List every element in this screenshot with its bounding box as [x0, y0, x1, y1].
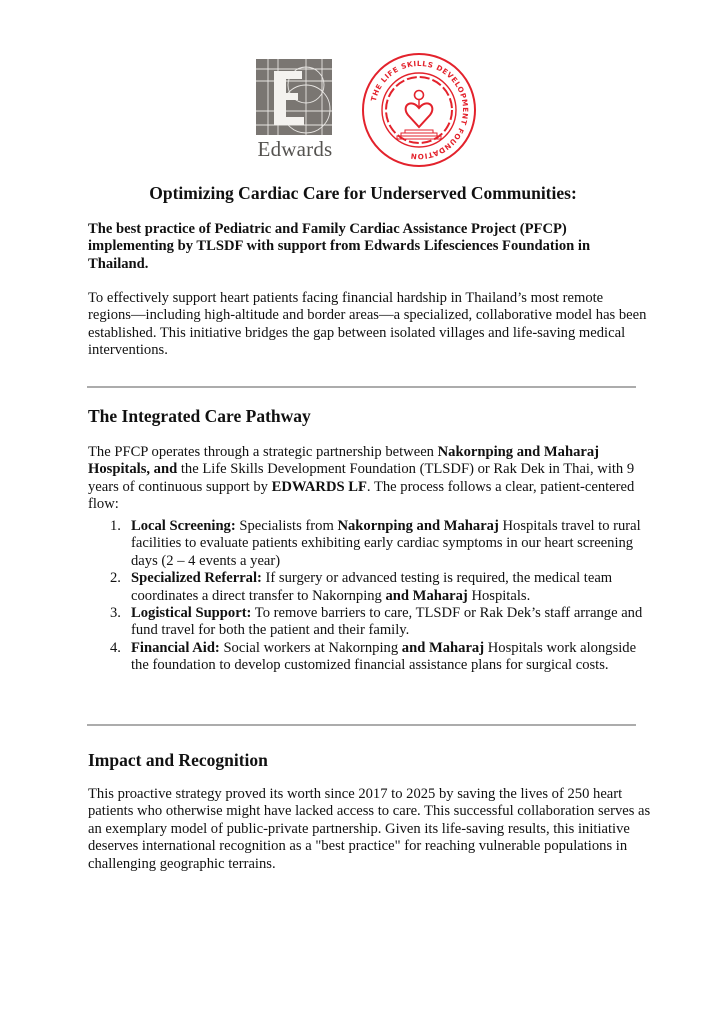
- edwards-e-mark-icon: [256, 59, 332, 135]
- section-divider: [87, 386, 636, 388]
- tlsdf-seal-icon: [361, 52, 477, 168]
- list-number: 1.: [110, 518, 121, 534]
- document-subtitle: The best practice of Pediatric and Family Cardiac Assistance Project (PFCP) implementing by TLSDF with support from Edwards Lifesciences Foundation in Thailand.: [88, 221, 591, 272]
- step-text: If surgery or advanced testing is required, the medical team coordinates a direct transfer to Nakornping: [131, 570, 613, 604]
- pathway-bold-edwards: EDWARDS LF: [271, 478, 367, 495]
- list-item: [88, 570, 648, 605]
- pathway-text: the Life Skills Development Foundation (TLSDF) or Rak Dek in Thai, with 9 years of continuous support by: [88, 461, 635, 495]
- logo-header: [0, 52, 724, 167]
- pathway-text: . The process follows a clear, patient-centered flow:: [88, 478, 635, 513]
- list-number: 2.: [110, 570, 121, 587]
- step-text: Hospitals.: [467, 587, 531, 604]
- edwards-wordmark: Edwards: [257, 137, 333, 161]
- edwards-logo: [256, 59, 334, 162]
- list-item: [88, 605, 648, 640]
- section-divider: [87, 724, 636, 726]
- step-label: Financial Aid:: [131, 639, 220, 656]
- list-number: 4.: [110, 639, 121, 656]
- step-text: Hospitals work alongside the foundation to develop customized financial assistance plans for surgical costs.: [131, 639, 637, 674]
- step-bold: and Maharaj: [385, 587, 468, 604]
- step-text: Hospitals travel to rural facilities to evaluate patients exhibiting early cardiac symptoms in our heart screening days (2 – 4 events a year): [131, 518, 641, 569]
- step-label: Specialized Referral:: [131, 570, 262, 587]
- care-steps-list: [88, 518, 648, 675]
- step-bold: and Maharaj: [401, 639, 485, 656]
- list-item: [88, 640, 648, 675]
- step-text: Specialists from: [235, 518, 338, 534]
- impact-paragraph: This proactive strategy proved its worth since 2017 to 2025 by saving the lives of 250 heart patients who otherwise might have lacked access to care. This successful collaboration serves as an exemplary model of public-private partnership. Given its life-saving results, this initiative deserves international recognition as a "best practice" for reaching vulnerable populations in challenging geographic terrains.: [88, 786, 651, 872]
- svg-text:THE LIFE SKILLS DEVELOPMENT FO: THE LIFE SKILLS DEVELOPMENT FOUNDATION: [368, 58, 471, 162]
- list-number: 3.: [110, 605, 121, 622]
- section-heading-impact: Impact and Recognition: [88, 750, 268, 770]
- step-bold: Nakornping and Maharaj: [337, 518, 499, 534]
- pathway-text: The PFCP operates through a strategic partnership between: [88, 444, 438, 460]
- step-label: Local Screening:: [131, 518, 236, 534]
- step-text: To remove barriers to care, TLSDF or Rak Dek’s staff arrange and fund travel for both the patient and their family.: [131, 605, 643, 639]
- document-title: Optimizing Cardiac Care for Underserved Communities:: [149, 183, 577, 203]
- step-text: Social workers at Nakornping: [219, 639, 402, 656]
- pathway-paragraph: [88, 444, 648, 514]
- intro-paragraph: To effectively support heart patients facing financial hardship in Thailand’s most remote regions—including high-altitude and border areas—a specialized, collaborative model has been established. This initiative bridges the gap between isolated villages and life-saving medical interventions.: [88, 290, 647, 359]
- step-label: Logistical Support:: [131, 605, 252, 622]
- section-heading-care-pathway: The Integrated Care Pathway: [88, 406, 311, 426]
- pathway-bold-hospitals: Nakornping and Maharaj Hospitals, and: [88, 444, 599, 478]
- list-item: [88, 518, 648, 570]
